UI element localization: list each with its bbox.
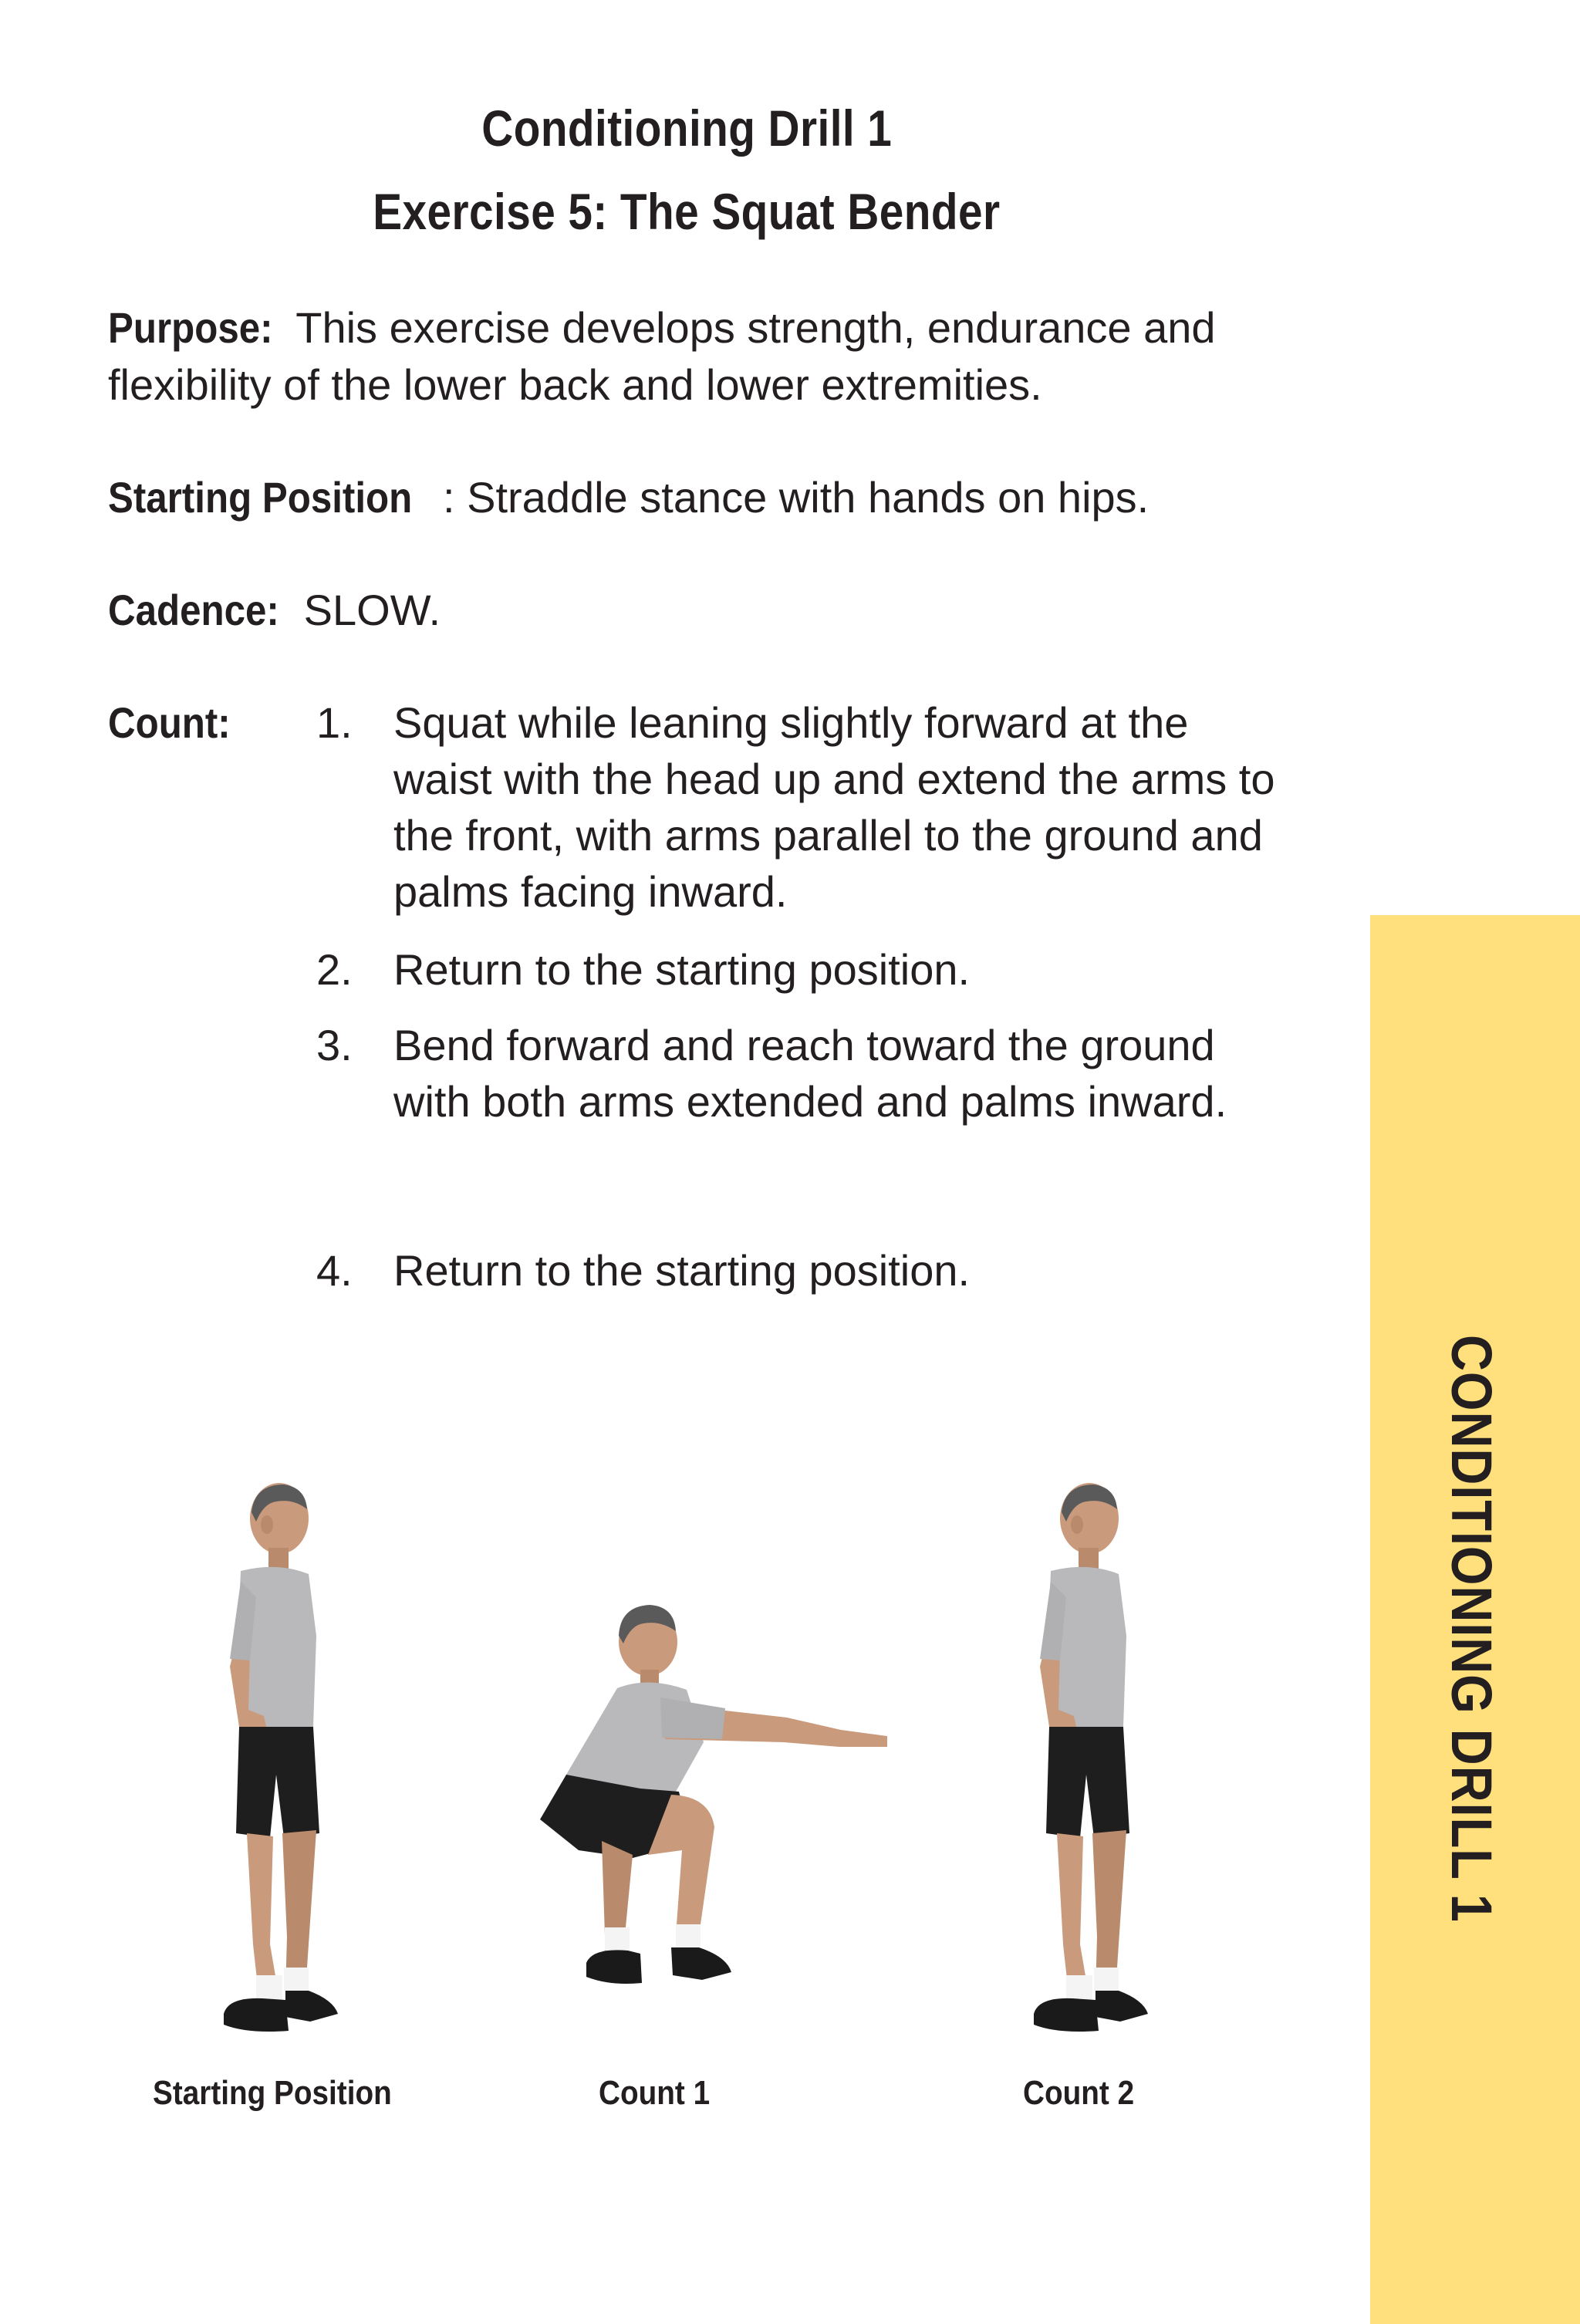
step-text: Squat while leaning slightly forward at the waist with the head up and extend the arms to the front, with arms parallel to the ground and palms facing inward. bbox=[393, 698, 1275, 916]
purpose-text: This exercise develops strength, endurance and flexibility of the lower back and lower extremities. bbox=[108, 303, 1216, 409]
starting-position-text: : Straddle stance with hands on hips. bbox=[443, 473, 1150, 522]
figure-caption: Starting Position bbox=[153, 2074, 392, 2112]
person-standing-illustration bbox=[1034, 1483, 1148, 2032]
count-step bbox=[316, 1242, 1296, 1299]
page-title: Conditioning Drill 1 bbox=[481, 100, 892, 157]
step-text: Return to the starting position. bbox=[393, 1246, 971, 1295]
figure-caption: Count 1 bbox=[599, 2074, 711, 2112]
exercise-title: Exercise 5: The Squat Bender bbox=[373, 183, 1001, 240]
starting-position-paragraph bbox=[108, 469, 1296, 526]
cadence-paragraph bbox=[108, 582, 1296, 639]
person-standing-illustration bbox=[224, 1483, 338, 2032]
cadence-label: Cadence: bbox=[108, 586, 279, 634]
purpose-label: Purpose: bbox=[108, 303, 273, 352]
step-number: 1. bbox=[316, 698, 353, 747]
step-text: Return to the starting position. bbox=[393, 945, 971, 994]
step-number: 3. bbox=[316, 1021, 353, 1069]
count-label: Count: bbox=[108, 698, 231, 747]
figure-caption: Count 2 bbox=[1023, 2074, 1135, 2112]
count-step bbox=[316, 1017, 1296, 1130]
side-tab-label: CONDITIONING DRILL 1 bbox=[1440, 1335, 1504, 1923]
person-squat-illustration bbox=[540, 1605, 887, 1984]
figure-starting-position bbox=[193, 1481, 347, 2045]
figure-count-1 bbox=[525, 1596, 895, 2043]
step-number: 2. bbox=[316, 945, 353, 994]
figure-count-2 bbox=[1003, 1481, 1157, 2045]
count-step bbox=[316, 941, 1296, 998]
count-step bbox=[316, 694, 1296, 920]
step-text: Bend forward and reach toward the ground with both arms extended and palms inward. bbox=[393, 1021, 1227, 1126]
cadence-text: SLOW. bbox=[292, 586, 441, 634]
step-number: 4. bbox=[316, 1246, 353, 1295]
purpose-paragraph bbox=[108, 299, 1296, 414]
starting-position-label: Starting Position bbox=[108, 473, 413, 522]
